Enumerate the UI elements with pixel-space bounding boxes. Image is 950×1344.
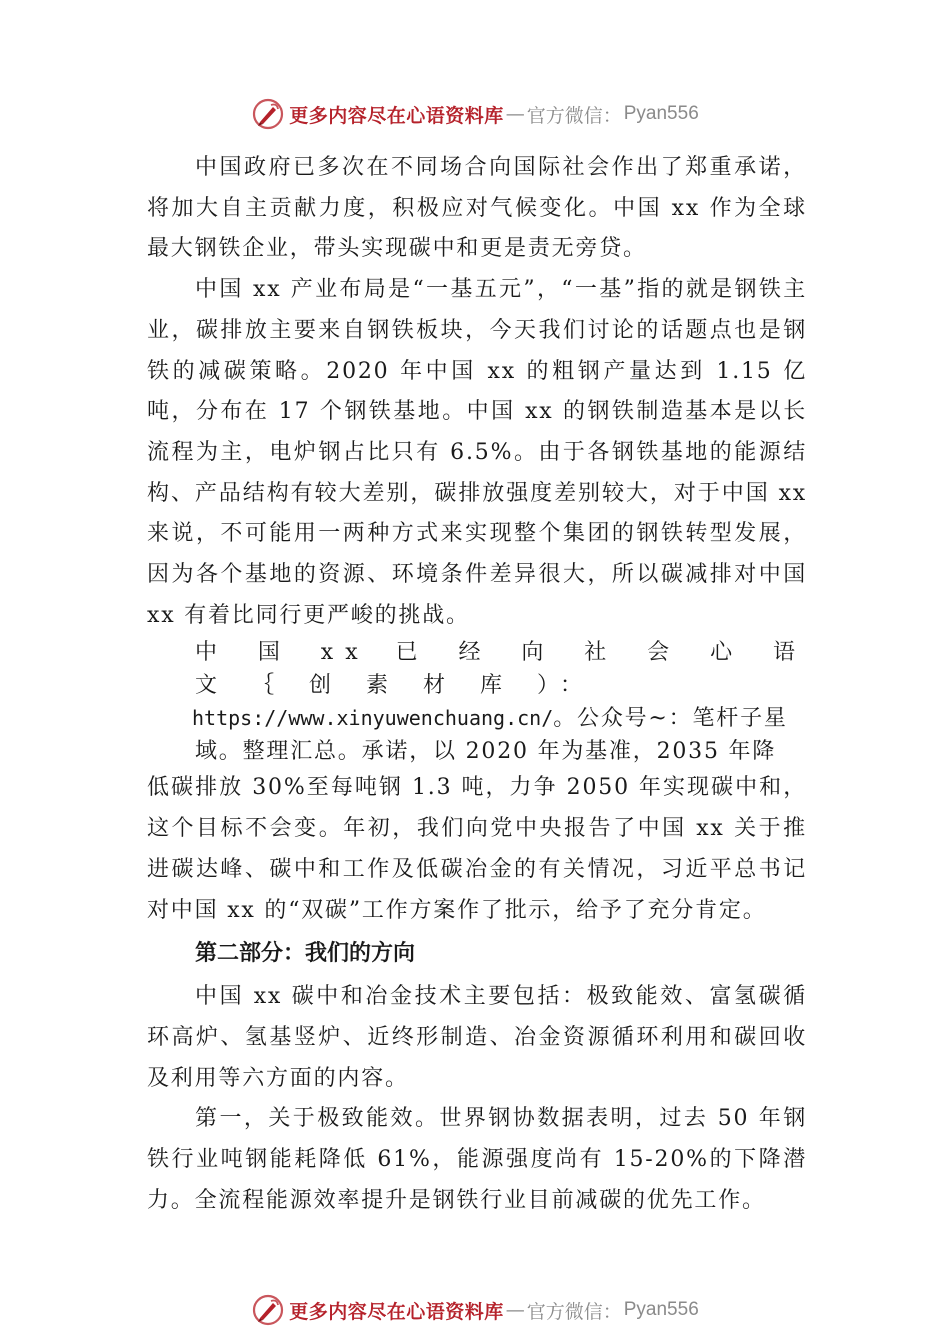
footer-banner	[0, 1290, 950, 1330]
banner-dash: —	[505, 1299, 525, 1321]
paragraph-3-block	[147, 636, 807, 768]
banner-wechat-label: 官方微信：	[526, 1300, 622, 1323]
banner-wechat-id: Pyan556	[623, 103, 699, 124]
paragraph-1: 中国政府已多次在不同场合向国际社会作出了郑重承诺，将加大自主贡献力度，积极应对气候变化。中国 xx 作为全球最大钢铁企业，带头实现碳中和更是责无旁贷。	[147, 155, 807, 262]
pen-logo-icon	[251, 1293, 285, 1327]
pen-logo-icon	[251, 97, 285, 131]
paragraph-3-line-2-rest: 。公众号~：笔杆子星	[553, 706, 788, 732]
banner-main-text: 更多内容尽在心语资料库	[289, 104, 504, 127]
header-banner	[0, 94, 950, 134]
paragraph-3-line-1: 中 国 xx 已 经 向 社 会 心 语 文 ｛ 创 素 材 库 ）：	[195, 640, 807, 699]
paragraph-3-line-2	[192, 702, 807, 735]
banner-wechat-id: Pyan556	[623, 1299, 699, 1320]
banner-wechat-label: 官方微信：	[526, 104, 622, 127]
paragraph-3-line-3: 域。整理汇总。承诺，以 2020 年为基准，2035 年降	[195, 739, 777, 765]
source-url-link[interactable]: https://www.xinyuwenchuang.cn/	[192, 706, 554, 731]
paragraph-2: 中国 xx 产业布局是“一基五元”，“一基”指的就是钢铁主业，碳排放主要来自钢铁板块，今天我们讨论的话题点也是钢铁的减碳策略。2020 年中国 xx 的粗钢产量达到 1.15 亿吨，分布在 17 个钢铁基地。中国 xx 的钢铁制造基本是以长流程为主，电炉钢占比只有 6.5%。由于各钢铁基地的能源结构、产品结构有较大差别，碳排放强度差别较大，对于中国 xx 来说，不可能用一两种方式来实现整个集团的钢铁转型发展，因为各个基地的资源、环境条件差异很大，所以碳减排对中国 xx 有着比同行更严峻的挑战。	[147, 277, 807, 628]
document-body	[147, 148, 807, 1221]
banner-dash: —	[505, 103, 525, 125]
paragraph-3-continuation: 低碳排放 30%至每吨钢 1.3 吨，力争 2050 年实现碳中和，这个目标不会变。年初，我们向党中央报告了中国 xx 关于推进碳达峰、碳中和工作及低碳冶金的有关情况，习近平总书记对中国 xx 的“双碳”工作方案作了批示，给予了充分肯定。	[147, 775, 807, 923]
paragraph-5: 第一，关于极致能效。世界钢协数据表明，过去 50 年钢铁行业吨钢能耗降低 61%，能源强度尚有 15-20%的下降潜力。全流程能源效率提升是钢铁行业目前减碳的优先工作。	[147, 1106, 807, 1213]
section-heading: 第二部分：我们的方向	[195, 941, 416, 967]
banner-main-text: 更多内容尽在心语资料库	[289, 1300, 504, 1323]
paragraph-4: 中国 xx 碳中和冶金技术主要包括：极致能效、富氢碳循环高炉、氢基竖炉、近终形制造、冶金资源循环利用和碳回收及利用等六方面的内容。	[147, 984, 807, 1091]
